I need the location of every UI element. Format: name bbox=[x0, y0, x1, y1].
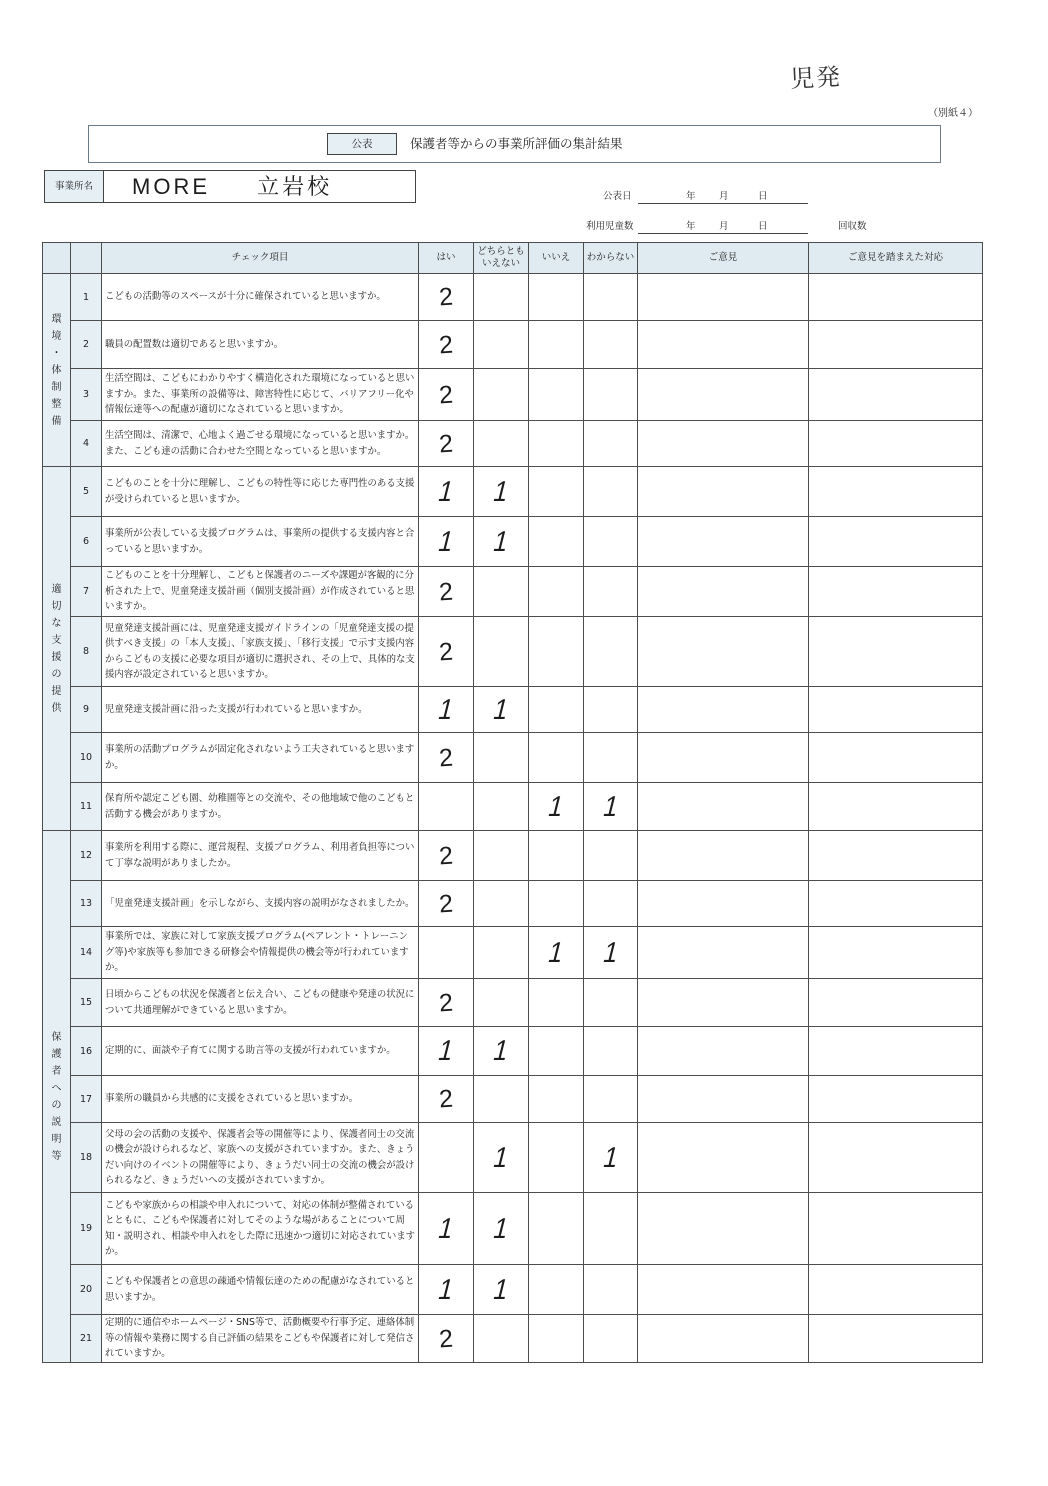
neutral-cell bbox=[474, 979, 529, 1027]
survey-month-label: 月 bbox=[719, 221, 729, 232]
category-cell bbox=[43, 274, 71, 467]
yes-cell bbox=[419, 783, 474, 831]
response-cell bbox=[809, 687, 983, 733]
item-number: 2 bbox=[71, 321, 102, 369]
check-item-text: 生活空間は、こどもにわかりやすく構造化された環境になっていると思いますか。また、事業所の設備等は、障害特性に応じて、バリアフリー化や情報伝達等への配慮が適切になされていると思いますか。 bbox=[102, 369, 419, 421]
response-cell bbox=[809, 831, 983, 881]
yes-count: 1 bbox=[435, 475, 457, 508]
no-cell bbox=[529, 1265, 584, 1315]
opinion-cell bbox=[638, 517, 809, 567]
yes-count: 1 bbox=[435, 1273, 457, 1306]
children-count-label: 利用児童数 bbox=[586, 221, 634, 232]
table-row bbox=[43, 831, 983, 881]
item-number: 21 bbox=[71, 1315, 102, 1363]
category-cell bbox=[43, 467, 71, 831]
neutral-cell bbox=[474, 881, 529, 927]
publication-date-line bbox=[638, 203, 808, 204]
category-label: 適切な支援の提供 bbox=[51, 583, 62, 714]
opinion-cell bbox=[638, 274, 809, 321]
table-row bbox=[43, 927, 983, 979]
neutral-cell bbox=[474, 1193, 529, 1265]
item-number: 16 bbox=[71, 1027, 102, 1076]
check-item-text: 定期的に通信やホームページ・SNS等で、活動概要や行事予定、連絡体制等の情報や業務に関する自己評価の結果をこどもや保護者に対して発信されていますか。 bbox=[102, 1315, 419, 1363]
response-cell bbox=[809, 1265, 983, 1315]
no-count: 1 bbox=[545, 790, 567, 823]
yes-count: 2 bbox=[438, 889, 454, 918]
check-item-text: 保育所や認定こども園、幼稚園等との交流や、その他地域で他のこどもと活動する機会がありますか。 bbox=[102, 783, 419, 831]
unknown-cell bbox=[584, 927, 638, 979]
unknown-cell bbox=[584, 274, 638, 321]
item-number: 11 bbox=[71, 783, 102, 831]
table-header-row bbox=[43, 243, 983, 274]
item-number: 20 bbox=[71, 1265, 102, 1315]
yes-cell bbox=[419, 369, 474, 421]
table-row bbox=[43, 567, 983, 617]
header-opinion: ご意見 bbox=[638, 243, 809, 274]
yes-cell bbox=[419, 1027, 474, 1076]
neutral-cell bbox=[474, 321, 529, 369]
yes-cell bbox=[419, 517, 474, 567]
yes-cell bbox=[419, 979, 474, 1027]
response-cell bbox=[809, 733, 983, 783]
yes-count: 2 bbox=[438, 1324, 454, 1353]
neutral-count: 1 bbox=[490, 475, 512, 508]
table-row bbox=[43, 687, 983, 733]
response-cell bbox=[809, 321, 983, 369]
neutral-cell bbox=[474, 1315, 529, 1363]
table-row bbox=[43, 1027, 983, 1076]
item-number: 12 bbox=[71, 831, 102, 881]
page-title: 保護者等からの事業所評価の集計結果 bbox=[410, 136, 623, 151]
no-cell bbox=[529, 567, 584, 617]
no-cell bbox=[529, 1193, 584, 1265]
facility-box bbox=[44, 170, 416, 203]
publication-month-label: 月 bbox=[719, 191, 729, 202]
opinion-cell bbox=[638, 927, 809, 979]
unknown-cell bbox=[584, 1315, 638, 1363]
unknown-cell bbox=[584, 831, 638, 881]
response-cell bbox=[809, 1193, 983, 1265]
neutral-cell bbox=[474, 1076, 529, 1123]
no-cell bbox=[529, 979, 584, 1027]
yes-count: 2 bbox=[438, 577, 454, 606]
unknown-count: 1 bbox=[599, 790, 622, 823]
category-label: 環境・体制整備 bbox=[51, 313, 62, 427]
check-item-text: こどものことを十分に理解し、こどもの特性等に応じた専門性のある支援が受けられていると思いますか。 bbox=[102, 467, 419, 517]
neutral-count: 1 bbox=[490, 1141, 512, 1174]
yes-count: 1 bbox=[435, 525, 457, 558]
survey-year-label: 年 bbox=[686, 221, 696, 232]
neutral-cell bbox=[474, 687, 529, 733]
table-row bbox=[43, 1265, 983, 1315]
yes-cell bbox=[419, 567, 474, 617]
appendix-label: （別紙４） bbox=[928, 108, 978, 119]
check-item-text: 事業所の職員から共感的に支援をされていると思いますか。 bbox=[102, 1076, 419, 1123]
response-cell bbox=[809, 927, 983, 979]
yes-count: 2 bbox=[438, 429, 454, 458]
yes-count: 2 bbox=[438, 637, 454, 666]
publication-year-label: 年 bbox=[686, 191, 696, 202]
title-tag: 公表 bbox=[327, 133, 397, 155]
no-cell bbox=[529, 687, 584, 733]
yes-count: 2 bbox=[438, 841, 454, 870]
yes-count: 1 bbox=[435, 1212, 457, 1245]
no-cell bbox=[529, 467, 584, 517]
opinion-cell bbox=[638, 1076, 809, 1123]
check-item-text: こどもや保護者との意思の疎通や情報伝達のための配慮がなされていると思いますか。 bbox=[102, 1265, 419, 1315]
response-cell bbox=[809, 517, 983, 567]
table-row bbox=[43, 1076, 983, 1123]
facility-name-handwritten: MORE 立岩校 bbox=[132, 174, 333, 199]
opinion-cell bbox=[638, 1315, 809, 1363]
response-cell bbox=[809, 567, 983, 617]
item-number: 4 bbox=[71, 421, 102, 467]
item-number: 6 bbox=[71, 517, 102, 567]
response-cell bbox=[809, 1076, 983, 1123]
table-row bbox=[43, 1193, 983, 1265]
yes-count: 1 bbox=[435, 693, 457, 726]
check-item-text: 父母の会の活動の支援や、保護者会等の開催等により、保護者同士の交流の機会が設けられるなど、家族への支援がされていますか。また、きょうだい向けのイベントの開催等により、きょうだい同士の交流の機会が設けられるなど、きょうだいへの支援がされていますか。 bbox=[102, 1123, 419, 1193]
header-yes: はい bbox=[419, 243, 474, 274]
check-item-text: こどものことを十分理解し、こどもと保護者のニーズや課題が客観的に分析された上で、児童発達支援計画（個別支援計画）が作成されていると思いますか。 bbox=[102, 567, 419, 617]
unknown-cell bbox=[584, 421, 638, 467]
table-row bbox=[43, 881, 983, 927]
table-row bbox=[43, 274, 983, 321]
neutral-count: 1 bbox=[490, 1212, 512, 1245]
yes-cell bbox=[419, 927, 474, 979]
facility-label: 事業所名 bbox=[45, 171, 104, 202]
header-response: ご意見を踏まえた対応 bbox=[809, 243, 983, 274]
item-number: 19 bbox=[71, 1193, 102, 1265]
item-number: 9 bbox=[71, 687, 102, 733]
yes-cell bbox=[419, 1315, 474, 1363]
opinion-cell bbox=[638, 321, 809, 369]
yes-cell bbox=[419, 831, 474, 881]
neutral-count: 1 bbox=[490, 693, 512, 726]
neutral-cell bbox=[474, 274, 529, 321]
item-number: 5 bbox=[71, 467, 102, 517]
item-number: 15 bbox=[71, 979, 102, 1027]
neutral-cell bbox=[474, 517, 529, 567]
no-cell bbox=[529, 1027, 584, 1076]
opinion-cell bbox=[638, 1123, 809, 1193]
check-item-text: 日頃からこどもの状況を保護者と伝え合い、こどもの健康や発達の状況について共通理解ができていると思いますか。 bbox=[102, 979, 419, 1027]
response-cell bbox=[809, 979, 983, 1027]
item-number: 7 bbox=[71, 567, 102, 617]
header-neutral: どちらとも いえない bbox=[474, 243, 529, 274]
unknown-cell bbox=[584, 1193, 638, 1265]
no-cell bbox=[529, 421, 584, 467]
no-cell bbox=[529, 274, 584, 321]
neutral-cell bbox=[474, 831, 529, 881]
neutral-cell bbox=[474, 783, 529, 831]
opinion-cell bbox=[638, 567, 809, 617]
yes-cell bbox=[419, 1076, 474, 1123]
unknown-cell bbox=[584, 567, 638, 617]
table-row bbox=[43, 1315, 983, 1363]
response-cell bbox=[809, 617, 983, 687]
response-cell bbox=[809, 274, 983, 321]
neutral-count: 1 bbox=[490, 1034, 512, 1068]
header-category bbox=[43, 243, 71, 274]
publication-date-label: 公表日 bbox=[603, 191, 632, 202]
yes-count: 2 bbox=[438, 1084, 454, 1114]
no-cell bbox=[529, 1123, 584, 1193]
opinion-cell bbox=[638, 783, 809, 831]
unknown-cell bbox=[584, 1027, 638, 1076]
yes-count: 2 bbox=[438, 988, 454, 1017]
response-cell bbox=[809, 369, 983, 421]
neutral-cell bbox=[474, 421, 529, 467]
opinion-cell bbox=[638, 421, 809, 467]
yes-cell bbox=[419, 274, 474, 321]
check-item-text: 定期的に、面談や子育てに関する助言等の支援が行われていますか。 bbox=[102, 1027, 419, 1076]
opinion-cell bbox=[638, 687, 809, 733]
opinion-cell bbox=[638, 467, 809, 517]
yes-cell bbox=[419, 321, 474, 369]
item-number: 17 bbox=[71, 1076, 102, 1123]
opinion-cell bbox=[638, 617, 809, 687]
yes-cell bbox=[419, 881, 474, 927]
unknown-cell bbox=[584, 1265, 638, 1315]
opinion-cell bbox=[638, 369, 809, 421]
evaluation-table bbox=[42, 242, 983, 1363]
neutral-cell bbox=[474, 1123, 529, 1193]
check-item-text: 事業所の活動プログラムが固定化されないよう工夫されていると思いますか。 bbox=[102, 733, 419, 783]
check-item-text: 生活空間は、清潔で、心地よく過ごせる環境になっていると思いますか。また、こども達の活動に合わせた空間となっていると思いますか。 bbox=[102, 421, 419, 467]
table-row bbox=[43, 321, 983, 369]
yes-count: 2 bbox=[438, 743, 454, 772]
item-number: 3 bbox=[71, 369, 102, 421]
yes-count: 1 bbox=[435, 1034, 457, 1068]
collected-count-label: 回収数 bbox=[838, 221, 867, 232]
response-cell bbox=[809, 1027, 983, 1076]
item-number: 18 bbox=[71, 1123, 102, 1193]
check-item-text: 事業所を利用する際に、運営規程、支援プログラム、利用者負担等について丁寧な説明がありましたか。 bbox=[102, 831, 419, 881]
neutral-cell bbox=[474, 927, 529, 979]
yes-cell bbox=[419, 733, 474, 783]
check-item-text: 児童発達支援計画に沿った支援が行われていると思いますか。 bbox=[102, 687, 419, 733]
neutral-cell bbox=[474, 1027, 529, 1076]
header-no: いいえ bbox=[529, 243, 584, 274]
item-number: 10 bbox=[71, 733, 102, 783]
item-number: 1 bbox=[71, 274, 102, 321]
unknown-cell bbox=[584, 1123, 638, 1193]
unknown-cell bbox=[584, 881, 638, 927]
table-row bbox=[43, 421, 983, 467]
unknown-count: 1 bbox=[599, 936, 622, 969]
yes-cell bbox=[419, 1123, 474, 1193]
opinion-cell bbox=[638, 1265, 809, 1315]
check-item-text: 事業所では、家族に対して家族支援プログラム(ペアレント・トレーニング等)や家族等も参加できる研修会や情報提供の機会等が行われていますか。 bbox=[102, 927, 419, 979]
opinion-cell bbox=[638, 979, 809, 1027]
unknown-cell bbox=[584, 783, 638, 831]
handwritten-note: 児発 bbox=[789, 62, 843, 94]
opinion-cell bbox=[638, 1027, 809, 1076]
yes-cell bbox=[419, 617, 474, 687]
no-cell bbox=[529, 733, 584, 783]
yes-cell bbox=[419, 467, 474, 517]
check-item-text: 事業所が公表している支援プログラムは、事業所の提供する支援内容と合っていると思いますか。 bbox=[102, 517, 419, 567]
table-row bbox=[43, 733, 983, 783]
unknown-cell bbox=[584, 467, 638, 517]
check-item-text: 「児童発達支援計画」を示しながら、支援内容の説明がなされましたか。 bbox=[102, 881, 419, 927]
survey-date-line bbox=[638, 233, 808, 234]
unknown-count: 1 bbox=[599, 1141, 622, 1174]
unknown-cell bbox=[584, 979, 638, 1027]
category-cell bbox=[43, 831, 71, 1363]
yes-count: 2 bbox=[438, 330, 454, 359]
opinion-cell bbox=[638, 831, 809, 881]
neutral-count: 1 bbox=[490, 525, 512, 558]
yes-count: 2 bbox=[438, 380, 454, 409]
unknown-cell bbox=[584, 321, 638, 369]
no-count: 1 bbox=[545, 936, 567, 969]
no-cell bbox=[529, 1315, 584, 1363]
table-row bbox=[43, 617, 983, 687]
neutral-cell bbox=[474, 1265, 529, 1315]
table-row bbox=[43, 517, 983, 567]
unknown-cell bbox=[584, 733, 638, 783]
check-item-text: 児童発達支援計画には、児童発達支援ガイドラインの「児童発達支援の提供すべき支援」の「本人支援」、「家族支援」、「移行支援」で示す支援内容からこどもの支援に必要な項目が適切に選択され、その上で、具体的な支援内容が設定されていると思いますか。 bbox=[102, 617, 419, 687]
item-number: 14 bbox=[71, 927, 102, 979]
header-number bbox=[71, 243, 102, 274]
no-cell bbox=[529, 321, 584, 369]
neutral-cell bbox=[474, 733, 529, 783]
no-cell bbox=[529, 1076, 584, 1123]
table-row bbox=[43, 783, 983, 831]
unknown-cell bbox=[584, 1076, 638, 1123]
unknown-cell bbox=[584, 517, 638, 567]
no-cell bbox=[529, 927, 584, 979]
yes-count: 2 bbox=[438, 282, 454, 312]
table-row bbox=[43, 467, 983, 517]
opinion-cell bbox=[638, 733, 809, 783]
category-label: 保護者への説明等 bbox=[51, 1031, 62, 1162]
table-row bbox=[43, 1123, 983, 1193]
publication-day-label: 日 bbox=[758, 191, 768, 202]
no-cell bbox=[529, 617, 584, 687]
check-item-text: こどもの活動等のスペースが十分に確保されていると思いますか。 bbox=[102, 274, 419, 321]
response-cell bbox=[809, 1315, 983, 1363]
no-cell bbox=[529, 369, 584, 421]
survey-day-label: 日 bbox=[758, 221, 768, 232]
yes-cell bbox=[419, 687, 474, 733]
check-item-text: 職員の配置数は適切であると思いますか。 bbox=[102, 321, 419, 369]
unknown-cell bbox=[584, 617, 638, 687]
table-row bbox=[43, 369, 983, 421]
opinion-cell bbox=[638, 1193, 809, 1265]
unknown-cell bbox=[584, 687, 638, 733]
header-check-item: チェック項目 bbox=[102, 243, 419, 274]
neutral-count: 1 bbox=[490, 1273, 512, 1306]
yes-cell bbox=[419, 421, 474, 467]
no-cell bbox=[529, 517, 584, 567]
opinion-cell bbox=[638, 881, 809, 927]
response-cell bbox=[809, 421, 983, 467]
neutral-cell bbox=[474, 567, 529, 617]
no-cell bbox=[529, 783, 584, 831]
response-cell bbox=[809, 467, 983, 517]
no-cell bbox=[529, 881, 584, 927]
yes-cell bbox=[419, 1265, 474, 1315]
response-cell bbox=[809, 881, 983, 927]
check-item-text: こどもや家族からの相談や申入れについて、対応の体制が整備されているとともに、こどもや保護者に対してそのような場があることについて周知・説明され、相談や申入れをした際に迅速かつ適切に対応されていますか。 bbox=[102, 1193, 419, 1265]
item-number: 8 bbox=[71, 617, 102, 687]
unknown-cell bbox=[584, 369, 638, 421]
no-cell bbox=[529, 831, 584, 881]
item-number: 13 bbox=[71, 881, 102, 927]
neutral-cell bbox=[474, 467, 529, 517]
response-cell bbox=[809, 1123, 983, 1193]
neutral-cell bbox=[474, 369, 529, 421]
header-unknown: わからない bbox=[584, 243, 638, 274]
table-row bbox=[43, 979, 983, 1027]
neutral-cell bbox=[474, 617, 529, 687]
response-cell bbox=[809, 783, 983, 831]
yes-cell bbox=[419, 1193, 474, 1265]
